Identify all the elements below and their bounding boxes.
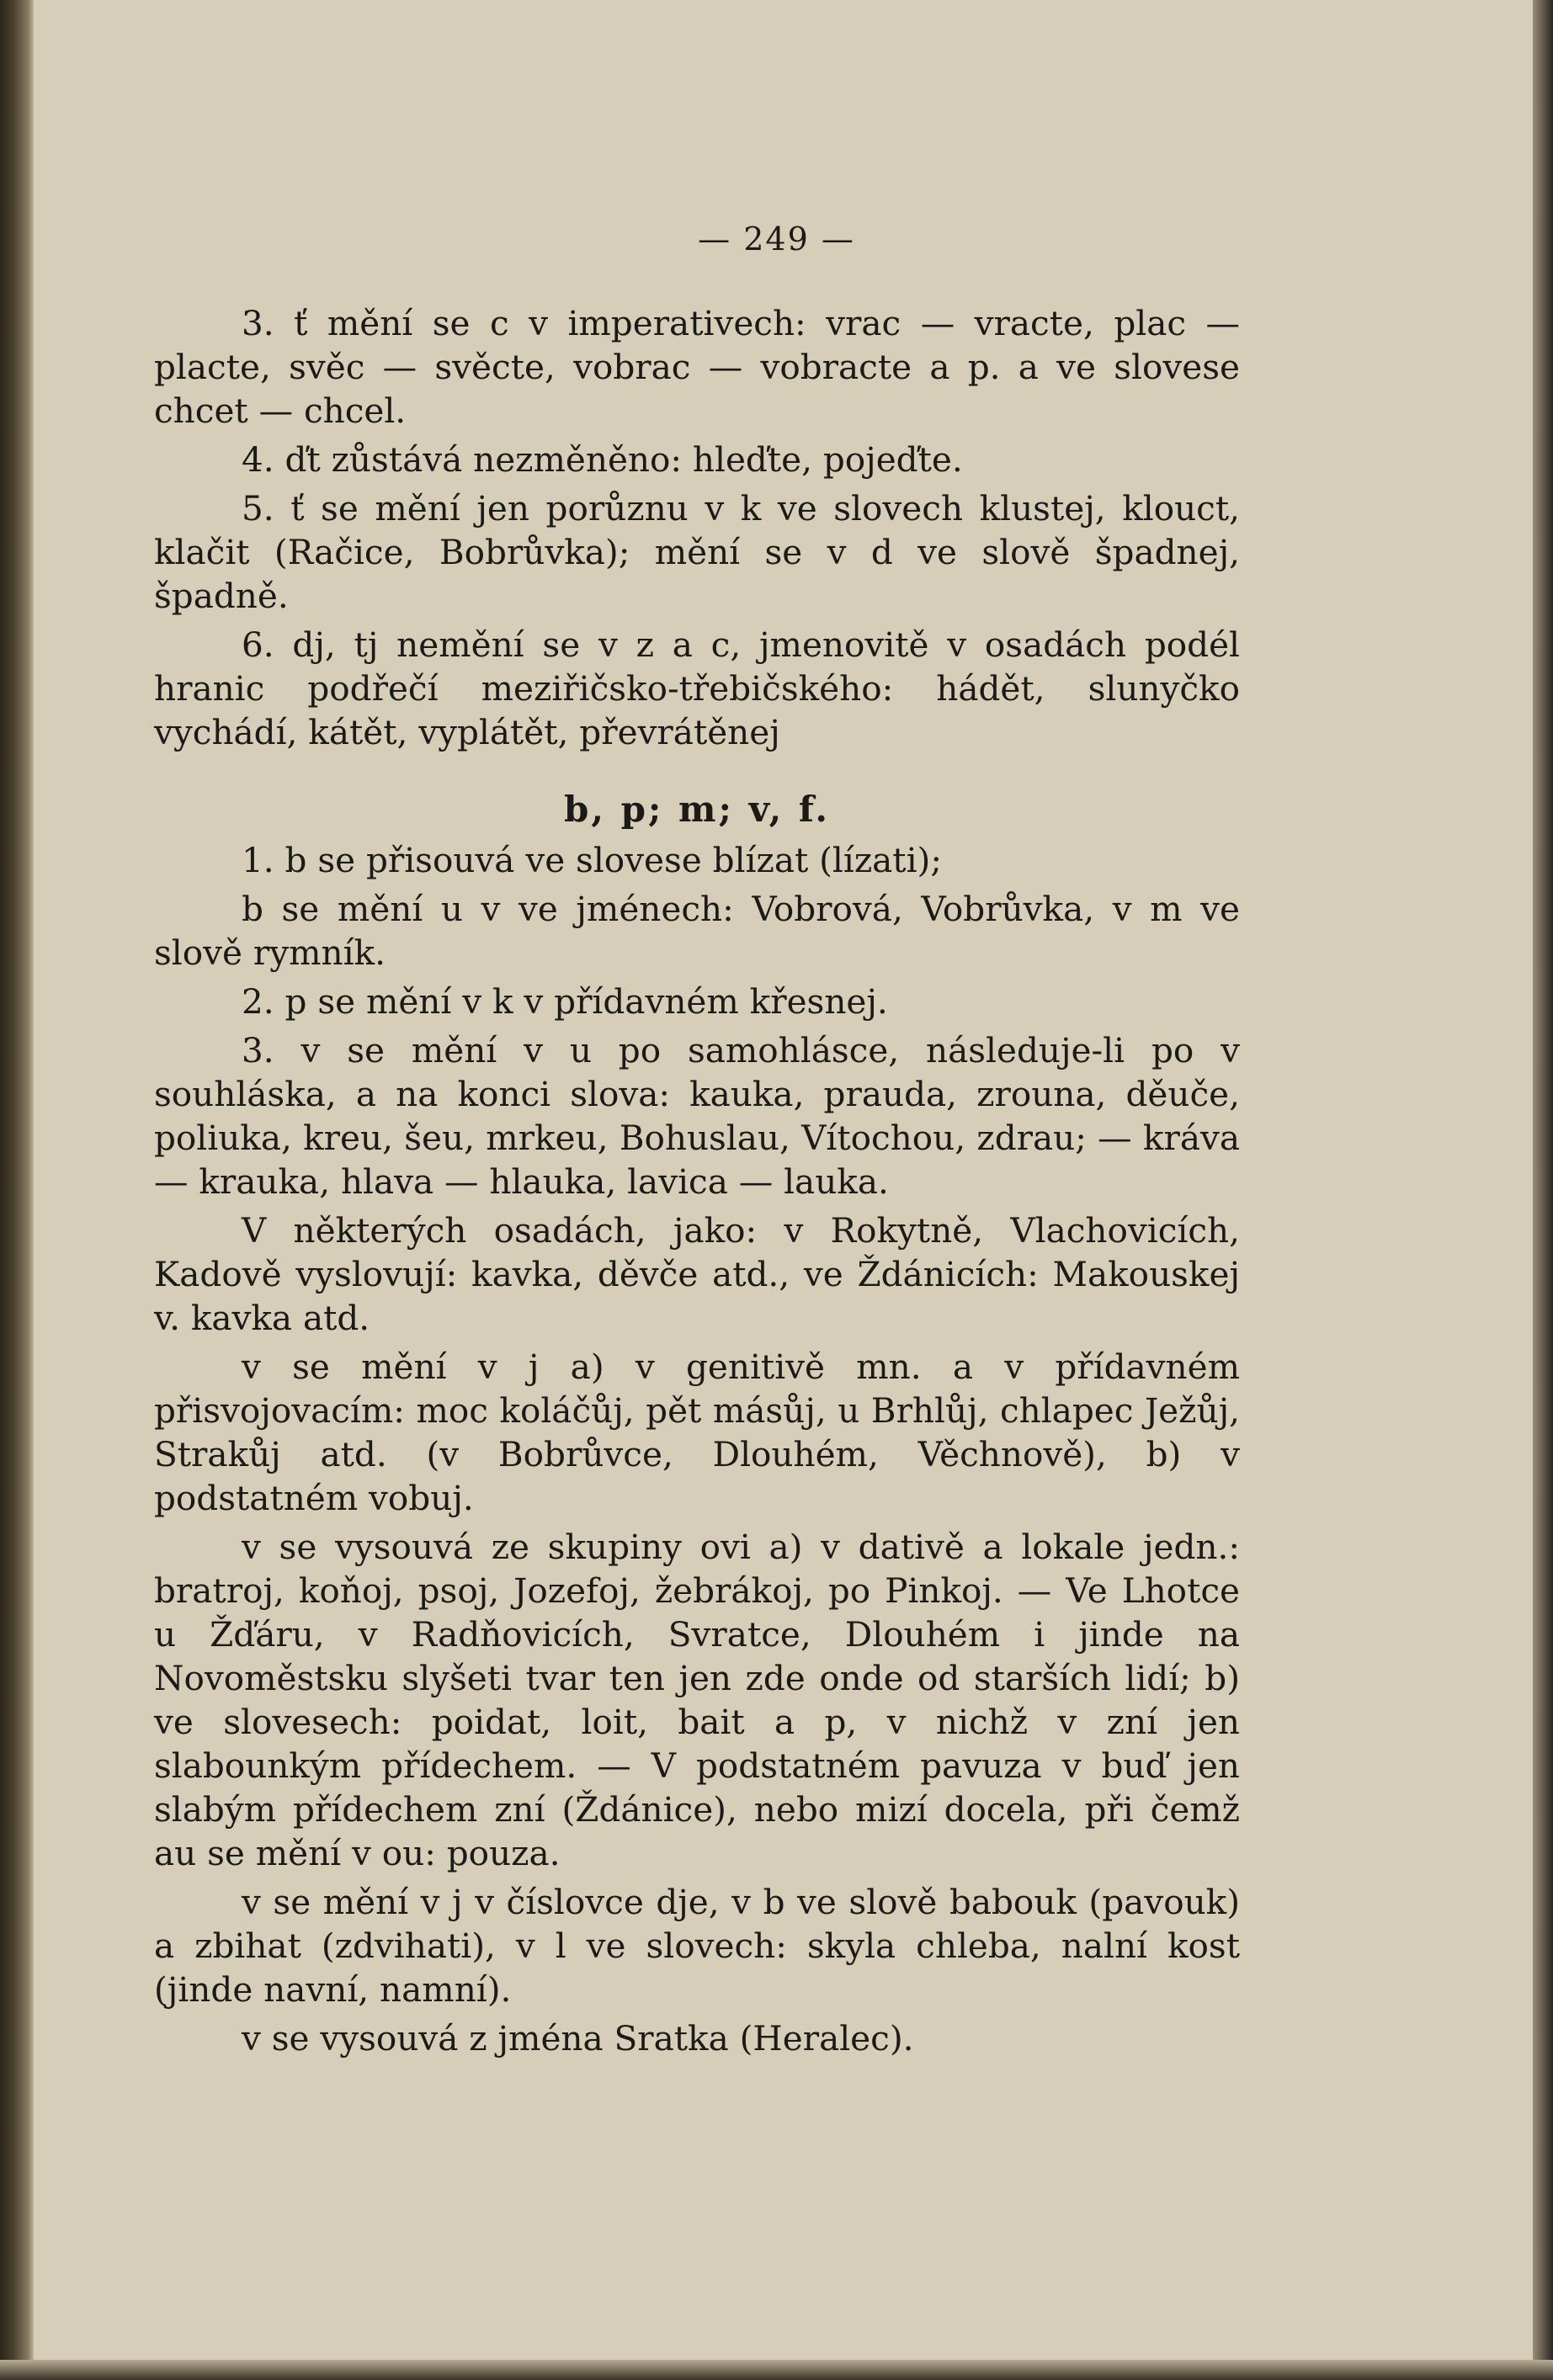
paragraph-v-to-j-numeral: v se mění v j v číslovce dje, v b ve slově babouk (pavouk) a zbihat (zdvihati), v l ve slovech: skyla chleba, nalní kost (jinde navní, namní). <box>154 1882 1240 2010</box>
paragraph-t-imperative: 3. ť mění se c v imperativech: vrac — vracte, plac — placte, svěc — svěcte, vobrac — vobracte a p. a ve slovese chcet — chcel. <box>154 303 1240 431</box>
paragraph-dj-tj: 6. dj, tj nemění se v z a c, jmenovitě v osadách podél hranic podřečí meziřičsko-třebičského: hádět, slunyčko vychádí, kátět, vyplátět, převrátěnej <box>154 624 1240 752</box>
page-bottom-edge <box>0 2360 1553 2380</box>
text-body <box>154 301 1240 2065</box>
page-right-edge <box>1533 0 1553 2380</box>
paragraph-v-dropped-sratka: v se vysouvá z jména Sratka (Heralec). <box>242 2018 914 2059</box>
paragraph-b-added: 1. b se přisouvá ve slovese blízat (lízati); <box>242 840 942 880</box>
page-number: — 249 — <box>698 220 855 258</box>
section-heading: b, p; m; v, f. <box>563 789 831 830</box>
page-binding <box>0 0 34 2380</box>
paragraph-v-dropped-ovi: v se vysouvá ze skupiny ovi a) v dativě a lokale jedn.: bratroj, koňoj, psoj, Jozefoj, žebrákoj, po Pinkoj. — Ve Lhotce u Žďáru, v Radňovicích, Svratce, Dlouhém i jinde na Novoměstsku slyšeti tvar ten jen zde onde od starších lidí; b) ve slovesech: poidat, loit, bait a p, v nichž v zní jen slabounkým přídechem. — V podstatném pavuza v buď jen slabým přídechem zní (Ždánice), nebo mizí docela, při čemž au se mění v ou: pouza. <box>154 1527 1240 1873</box>
paragraph-dt-unchanged: 4. ďt zůstává nezměněno: hleďte, pojeďte. <box>242 439 963 480</box>
paragraph-p-to-k: 2. p se mění v k v přídavném křesnej. <box>242 981 888 1022</box>
paragraph-some-villages: V některých osadách, jako: v Rokytně, Vlachovicích, Kadově vyslovují: kavka, děvče atd., ve Ždánicích: Makouskej v. kavka atd. <box>154 1210 1240 1338</box>
paragraph-v-to-u: 3. v se mění v u po samohlásce, následuje-li po v souhláska, a na konci slova: kauka, prauda, zrouna, děuče, poliuka, kreu, šeu, mrkeu, Bohuslau, Vítochou, zdrau; — kráva — krauka, hlava — hlauka, lavica — lauka. <box>154 1030 1240 1202</box>
paragraph-t-to-k: 5. ť se mění jen porůznu v k ve slovech klustej, klouct, klačit (Račice, Bobrůvka); mění se v d ve slově špadnej, špadně. <box>154 488 1240 616</box>
paragraph-v-to-j-genitive: v se mění v j a) v genitivě mn. a v přídavném přisvojovacím: moc koláčůj, pět másůj, u Brhlůj, chlapec Ježůj, Strakůj atd. (v Bobrůvce, Dlouhém, Věchnově), b) v podstatném vobuj. <box>154 1347 1240 1518</box>
paragraph-b-to-v: b se mění u v ve jménech: Vobrová, Vobrůvka, v m ve slově rymník. <box>154 889 1240 973</box>
